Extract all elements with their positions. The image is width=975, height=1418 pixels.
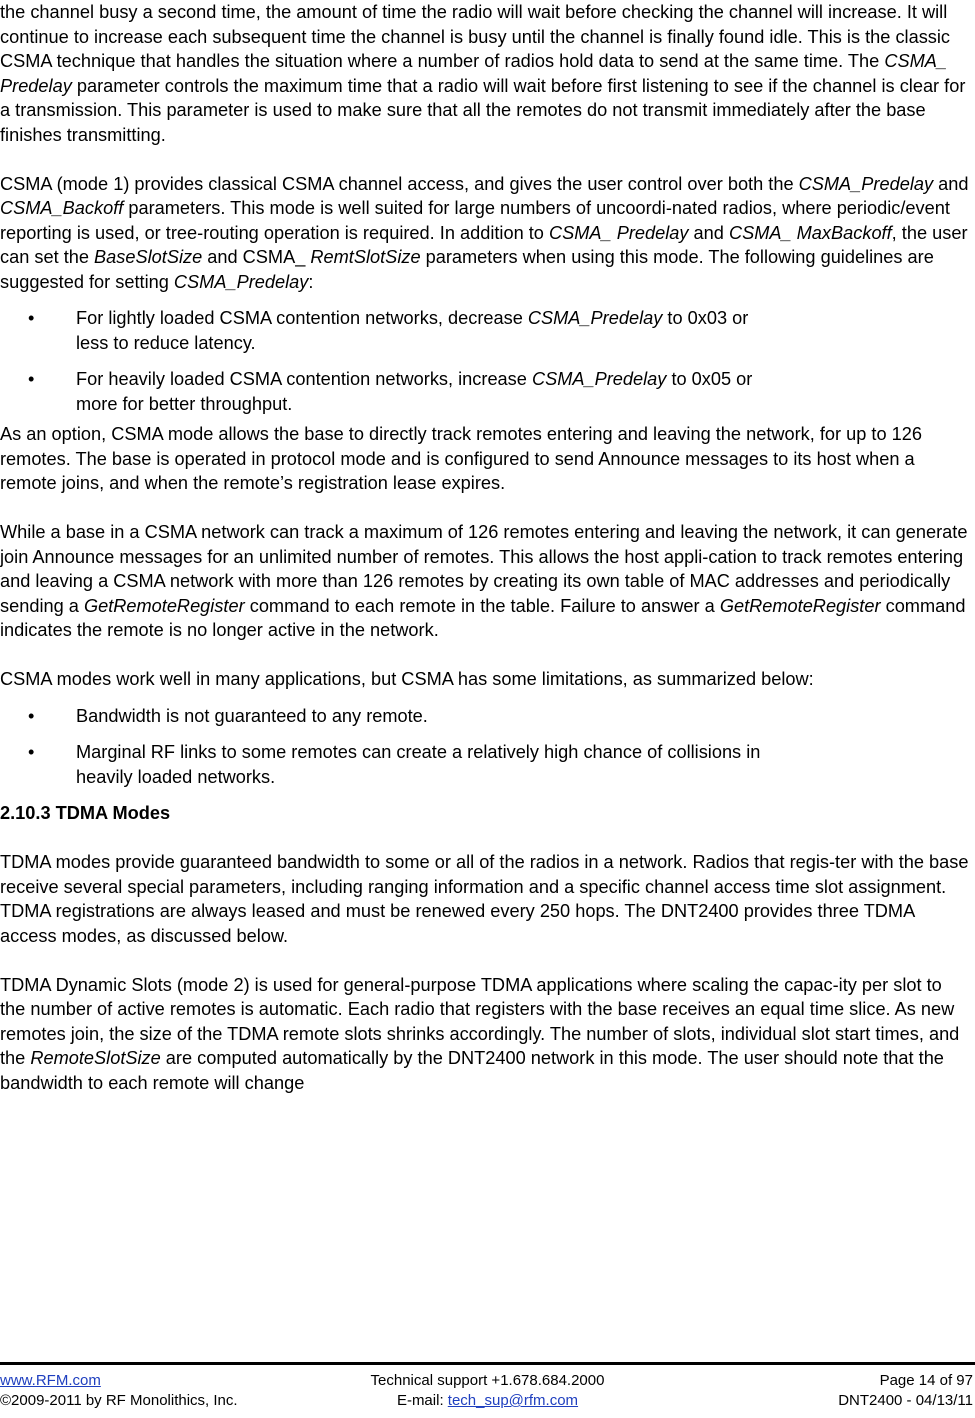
email-label: E-mail: — [396, 1392, 448, 1409]
footer-divider — [0, 1362, 975, 1365]
bullet-icon: • — [28, 369, 35, 389]
parameter-name: GetRemoteRegister — [83, 595, 245, 616]
section-heading: 2.10.3 TDMA Modes — [0, 803, 171, 823]
paragraph-csma-backoff: the channel busy a second time, the amount of time the radio will wait before checking the channel will increase. It will continue to increase each subsequent time the channel is busy until the channel is finally found idle. This is the classic CSMA technique that handles the situation where a number of radios hold data to send at the same time. The CSMA_ Predelay parameter controls the maximum time that a radio will wait before first listening to see if the channel is clear for a transmission. This parameter is used to make sure that all the remotes do not transmit immediately after the base finishes transmitting. — [0, 2, 966, 145]
email-link[interactable]: tech_sup@rfm.com — [447, 1392, 579, 1409]
parameter-name: CSMA_Predelay — [527, 308, 663, 328]
parameter-name: GetRemoteRegister — [719, 595, 881, 616]
parameter-name: CSMA_Predelay — [173, 271, 309, 292]
parameter-name: CSMA_ MaxBackoff — [728, 222, 892, 243]
bullet-text: For heavily loaded CSMA contention networks, increase CSMA_Predelay to 0x05 or more for better throughput. — [76, 369, 753, 414]
bullet-text: Bandwidth is not guaranteed to any remote. — [76, 705, 428, 726]
bullet-icon: • — [28, 742, 35, 762]
paragraph-announce: As an option, CSMA mode allows the base to directly track remotes entering and leaving the network, for up to 126 remotes. The base is operated in protocol mode and is configured to send Announce messages to its host when a remote joins, and when the remote’s registration lease expires. — [0, 424, 923, 493]
parameter-name: CSMA_ Predelay — [0, 51, 947, 96]
bullet-item — [0, 306, 776, 355]
paragraph-limitations: CSMA modes work well in many applications, but CSMA has some limitations, as summarized below: — [0, 669, 814, 689]
paragraph-tracking: While a base in a CSMA network can track a maximum of 126 remotes entering and leaving the network, it can generate join Announce messages for an unlimited number of remotes. This allows the host appli-cation to track remotes entering and leaving a CSMA network with more than 126 remotes by creating its own table of MAC addresses and periodically sending a GetRemoteRegister command to each remote in the table. Failure to answer a GetRemoteRegister command indicates the remote is no longer active in the network. — [0, 522, 968, 640]
parameter-name: RemtSlotSize — [310, 247, 421, 267]
bullet-icon: • — [28, 308, 35, 328]
document-id: DNT2400 - 04/13/11 — [838, 1392, 973, 1409]
bullet-item — [0, 704, 776, 729]
parameter-name: CSMA_Predelay — [798, 173, 934, 194]
support-phone: Technical support +1.678.684.2000 — [370, 1372, 605, 1389]
parameter-name: CSMA_ Predelay — [548, 222, 689, 243]
parameter-name: BaseSlotSize — [94, 247, 203, 267]
bullet-icon: • — [28, 705, 35, 726]
bullet-item — [0, 740, 776, 789]
parameter-name: RemoteSlotSize — [30, 1048, 161, 1068]
parameter-name: CSMA_Predelay — [531, 369, 667, 389]
bullet-text: For lightly loaded CSMA contention networks, decrease CSMA_Predelay to 0x03 or less to reduce latency. — [76, 308, 749, 353]
bullet-text: Marginal RF links to some remotes can create a relatively high chance of collisions in heavily loaded networks. — [76, 742, 761, 787]
bullet-item — [0, 367, 776, 416]
paragraph-tdma-dynamic: TDMA Dynamic Slots (mode 2) is used for general-purpose TDMA applications where scaling the capac-ity per slot to the number of active remotes is automatic. Each radio that registers with the base receives an equal time slice. As new remotes join, the size of the TDMA remote slots shrinks accordingly. The number of slots, individual slot start times, and the RemoteSlotSize are computed automatically by the DNT2400 network in this mode. The user should note that the bandwidth to each remote will change — [0, 974, 960, 1093]
copyright-text: ©2009-2011 by RF Monolithics, Inc. — [0, 1392, 238, 1409]
page-number: Page 14 of 97 — [879, 1372, 973, 1389]
paragraph-tdma-modes: TDMA modes provide guaranteed bandwidth to some or all of the radios in a network. Radios that regis-ter with the base receive several special parameters, including ranging information and a specific channel access time slot assignment. TDMA registrations are always leased and must be renewed every 250 hops. The DNT2400 provides three TDMA access modes, as discussed below. — [0, 852, 969, 946]
website-link[interactable]: www.RFM.com — [0, 1372, 101, 1389]
parameter-name: CSMA_Backoff — [0, 198, 124, 218]
paragraph-csma-mode1: CSMA (mode 1) provides classical CSMA channel access, and gives the user control over both the CSMA_Predelay and CSMA_Backoff parameters. This mode is well suited for large numbers of uncoordi-nated radios, where periodic/event reporting is used, or tree-routing operation is required. In addition to CSMA_ Predelay and CSMA_ MaxBackoff, the user can set the BaseSlotSize and CSMA_ RemtSlotSize parameters when using this mode. The following guidelines are suggested for setting CSMA_Predelay: — [0, 173, 969, 292]
